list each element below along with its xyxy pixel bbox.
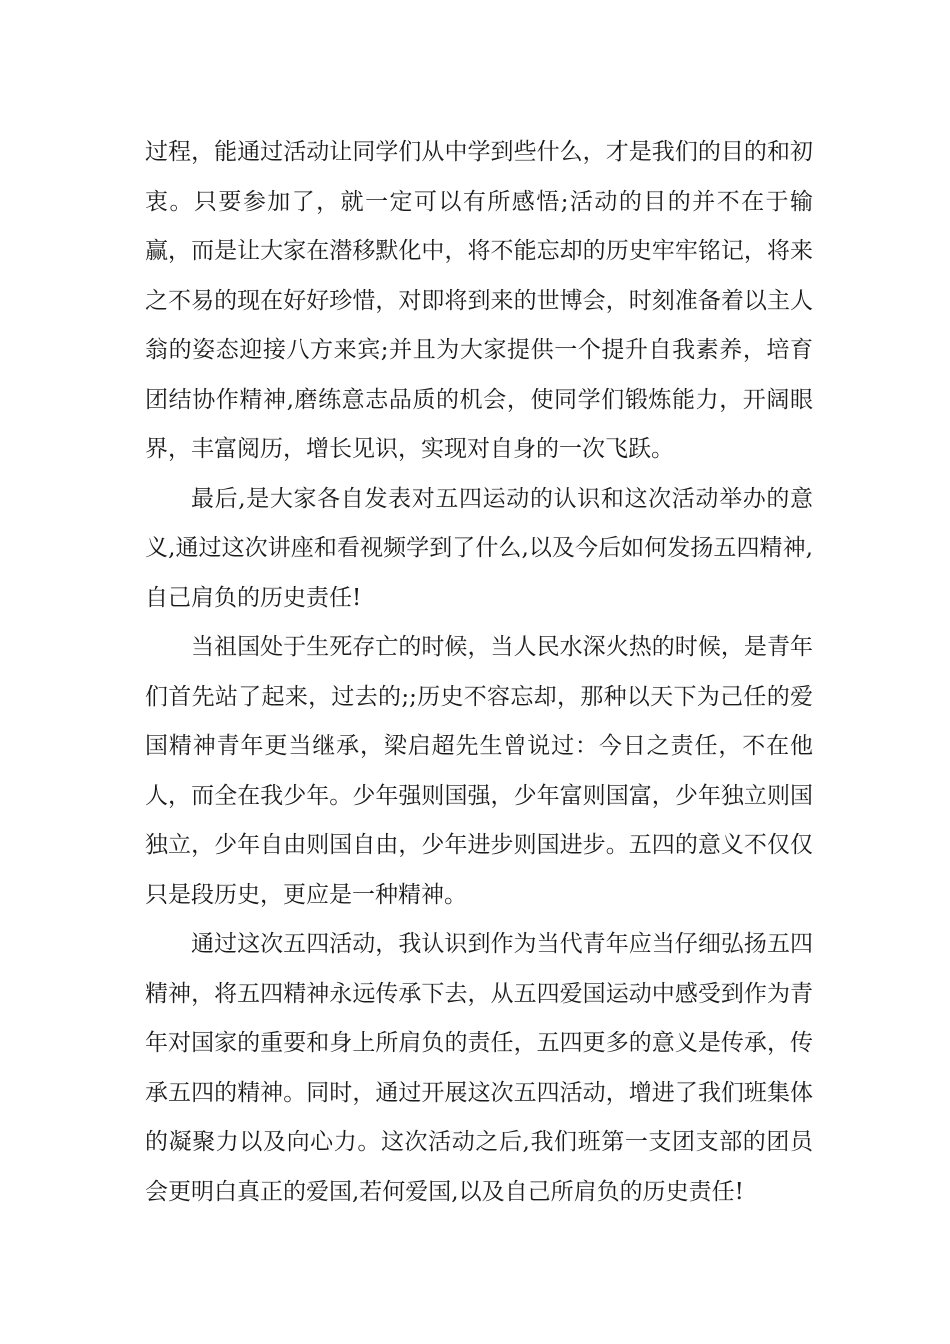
paragraph-1: 过程，能通过活动让同学们从中学到些什么，才是我们的目的和初衷。只要参加了，就一定可以有所感悟;活动的目的并不在于输赢，而是让大家在潜移默化中，将不能忘却的历史牢牢铭记，将来之不易的现在好好珍惜，对即将到来的世博会，时刻准备着以主人翁的姿态迎接八方来宾;并且为大家提供一个提升自我素养，培育团结协作精神,磨练意志品质的机会，使同学们锻炼能力，开阔眼界，丰富阅历，增长见识，实现对自身的一次飞跃。 — [145, 139, 813, 462]
paragraph-3: 当祖国处于生死存亡的时候，当人民水深火热的时候，是青年们首先站了起来，过去的;;历史不容忘却，那种以天下为己任的爱国精神青年更当继承，梁启超先生曾说过：今日之责任，不在他人，而全在我少年。少年强则国强，少年富则国富，少年独立则国独立，少年自由则国自由，少年进步则国进步。五四的意义不仅仅只是段历史，更应是一种精神。 — [145, 634, 813, 908]
document-body — [145, 128, 813, 1217]
paragraph-4: 通过这次五四活动，我认识到作为当代青年应当仔细弘扬五四精神，将五四精神永远传承下去，从五四爱国运动中感受到作为青年对国家的重要和身上所肩负的责任，五四更多的意义是传承，传承五四的精神。同时，通过开展这次五四活动，增进了我们班集体的凝聚力以及向心力。这次活动之后,我们班第一支团支部的团员会更明白真正的爱国,若何爱国,以及自己所肩负的历史责任! — [145, 931, 813, 1205]
paragraph-2: 最后,是大家各自发表对五四运动的认识和这次活动举办的意义,通过这次讲座和看视频学到了什么,以及今后如何发扬五四精神,自己肩负的历史责任! — [145, 485, 813, 611]
